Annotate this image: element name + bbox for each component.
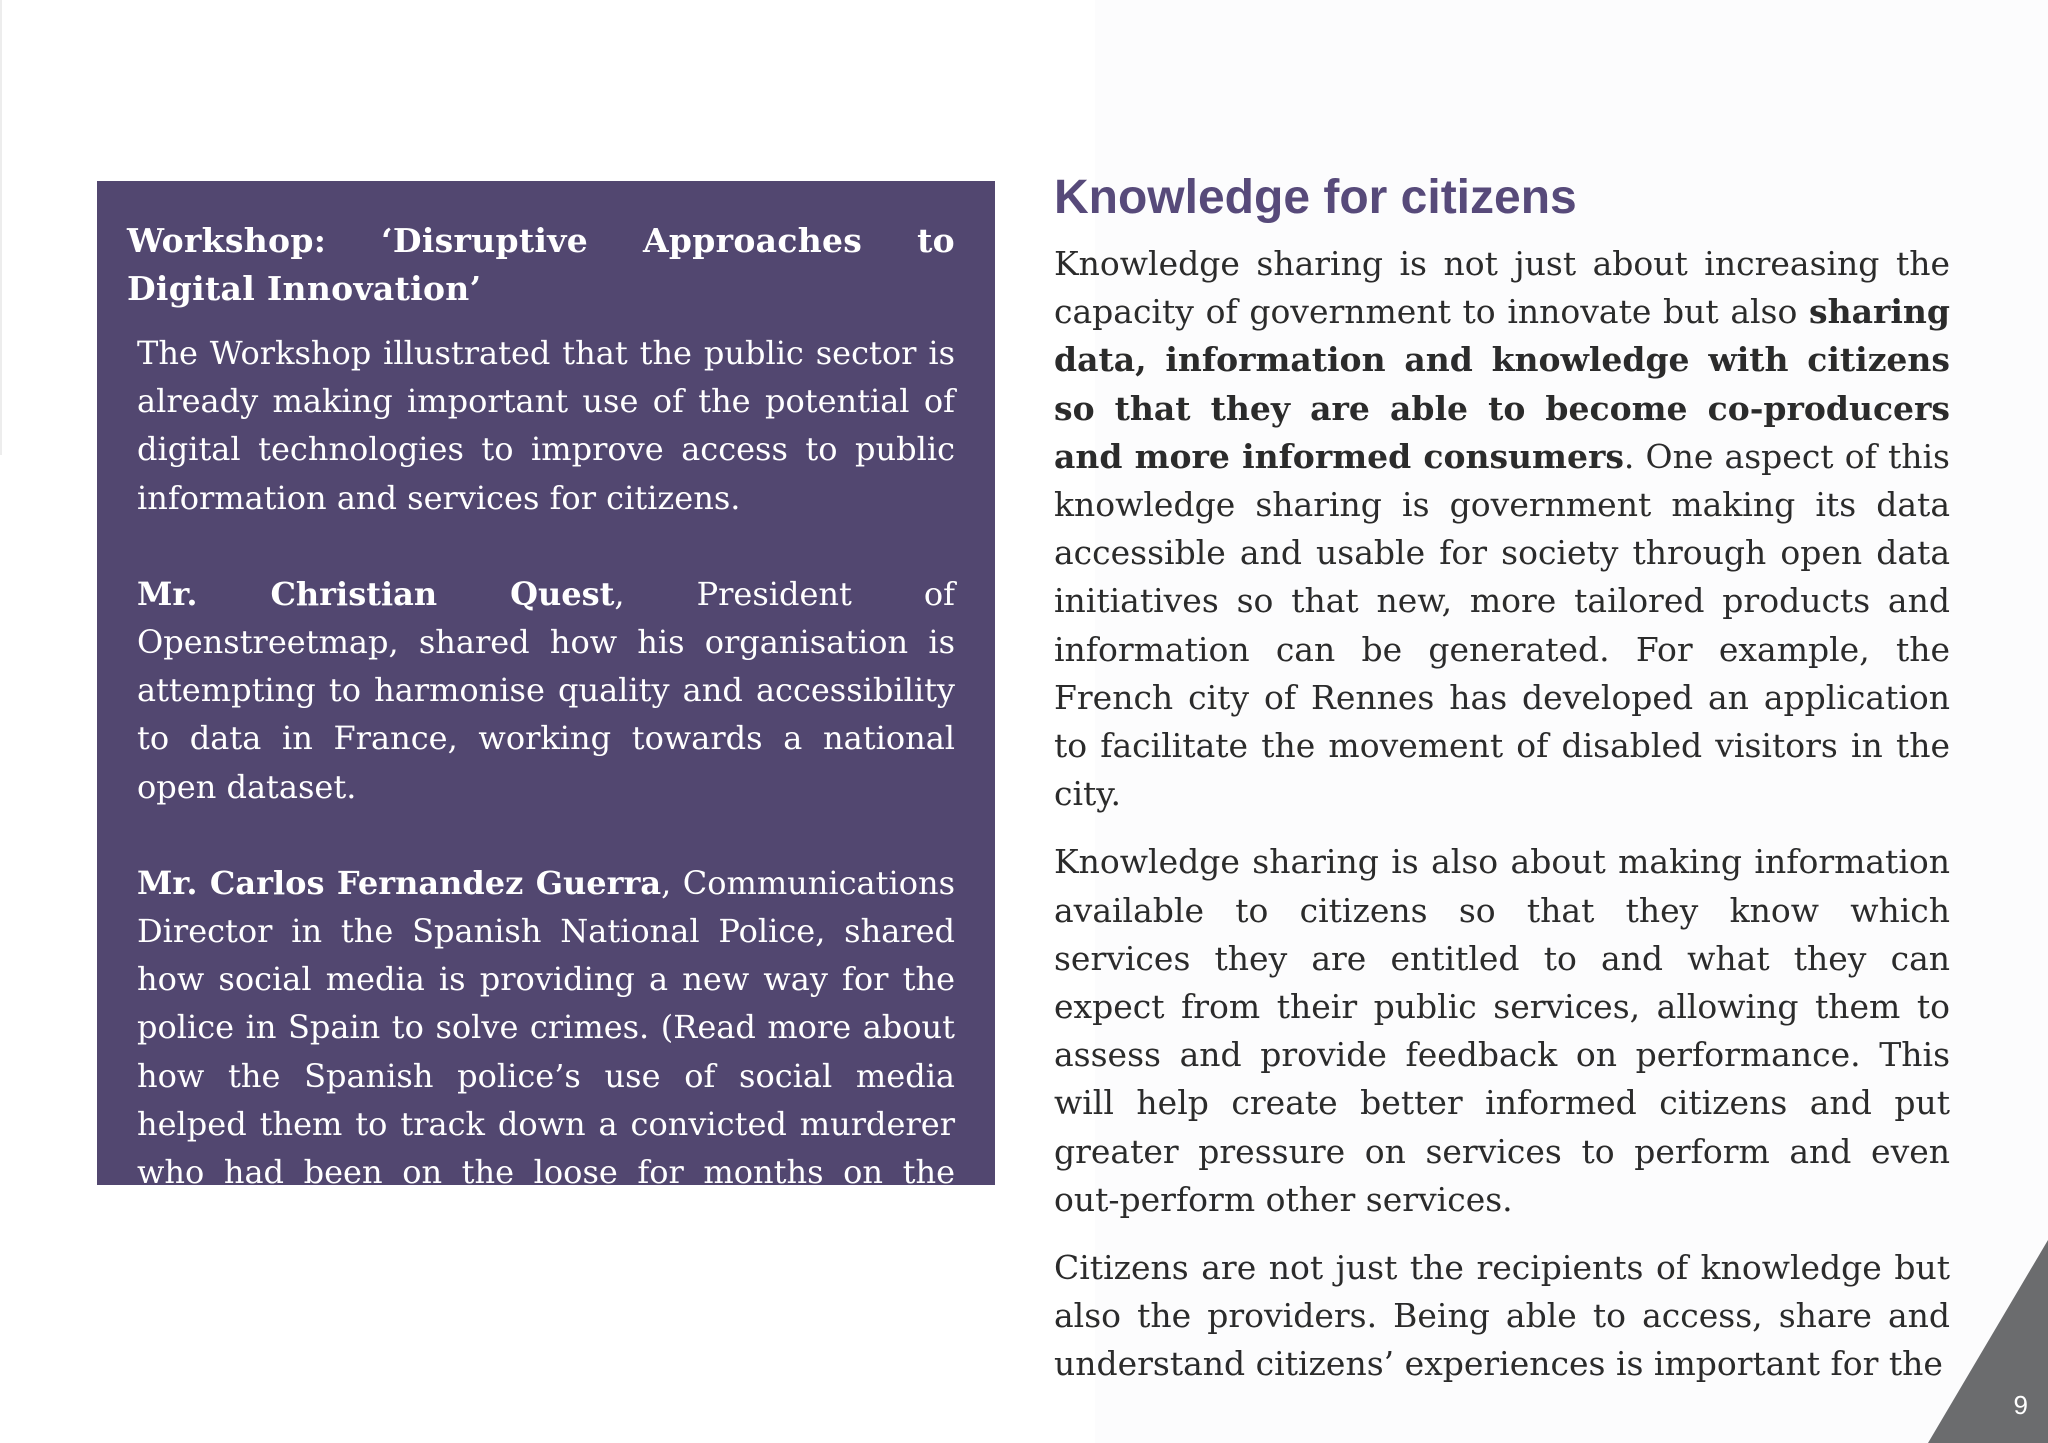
paragraph-3: Citizens are not just the recipients of knowledge but also the providers. Being able to access, share and understand citizens’ experiences is important for the xyxy=(1054,1248,1950,1384)
page-corner-triangle xyxy=(1926,1240,2048,1443)
paragraph-1-emphasis: sharing data, information and knowledge with citizens so that they are able to become co-producers and more informed consumers xyxy=(1054,292,1950,476)
callout-intro: The Workshop illustrated that the public sector is already making important use of the potential of digital technologies to improve access to public information and services for citizens. xyxy=(137,334,955,517)
observatory-blog-link[interactable]: Observatory blog xyxy=(137,1201,443,1240)
corner-triangle-shape xyxy=(1928,1240,2048,1443)
paragraph-2: Knowledge sharing is also about making information available to citizens so that they know which services they are entitled to and what they can expect from their public services, allowing them to assess and provide feedback on performance. This will help create better informed citizens and put greater pressure on services to perform and even out-perform other services. xyxy=(1054,842,1950,1219)
speaker-text-guerra: , Communications Director in the Spanish National Police, shared how social media is providing a new way for the police in Spain to solve crimes. (Read more about how the Spanish police’s use of social media helped them to track down a convicted murderer who had been on the loose for months on the xyxy=(137,863,955,1192)
paragraph-1 xyxy=(1054,240,1950,818)
workshop-callout-box xyxy=(97,181,995,1240)
speaker-text-guerra-end: .) xyxy=(442,1201,466,1240)
speaker-name-quest: Mr. Christian Quest xyxy=(137,574,615,613)
main-text-column xyxy=(1054,168,1950,1409)
speaker-text-quest: , President of Openstreetmap, shared how his organisation is attempting to harmonise quality and accessibility to data in France, working towards a national open dataset. xyxy=(137,574,956,806)
page-number: 9 xyxy=(2013,1390,2028,1420)
callout-speaker-guerra xyxy=(137,859,955,1245)
section-heading: Knowledge for citizens xyxy=(1054,171,1577,224)
callout-speaker-quest xyxy=(137,570,955,811)
page-edge-rule xyxy=(0,0,2,455)
paragraph-1-end: . One aspect of this knowledge sharing is government making its data accessible and usable for society through open data initiatives so that new, more tailored products and information can be generated. For example, the French city of Rennes has developed an application to facilitate the movement of disabled visitors in the city. xyxy=(1054,436,1950,814)
callout-title: Workshop: ‘Disruptive Approaches to Digital Innovation’ xyxy=(127,221,955,308)
paragraph-1-start: Knowledge sharing is not just about increasing the capacity of government to innovate but also xyxy=(1054,244,1950,332)
speaker-name-guerra: Mr. Carlos Fernandez Guerra xyxy=(137,863,662,902)
